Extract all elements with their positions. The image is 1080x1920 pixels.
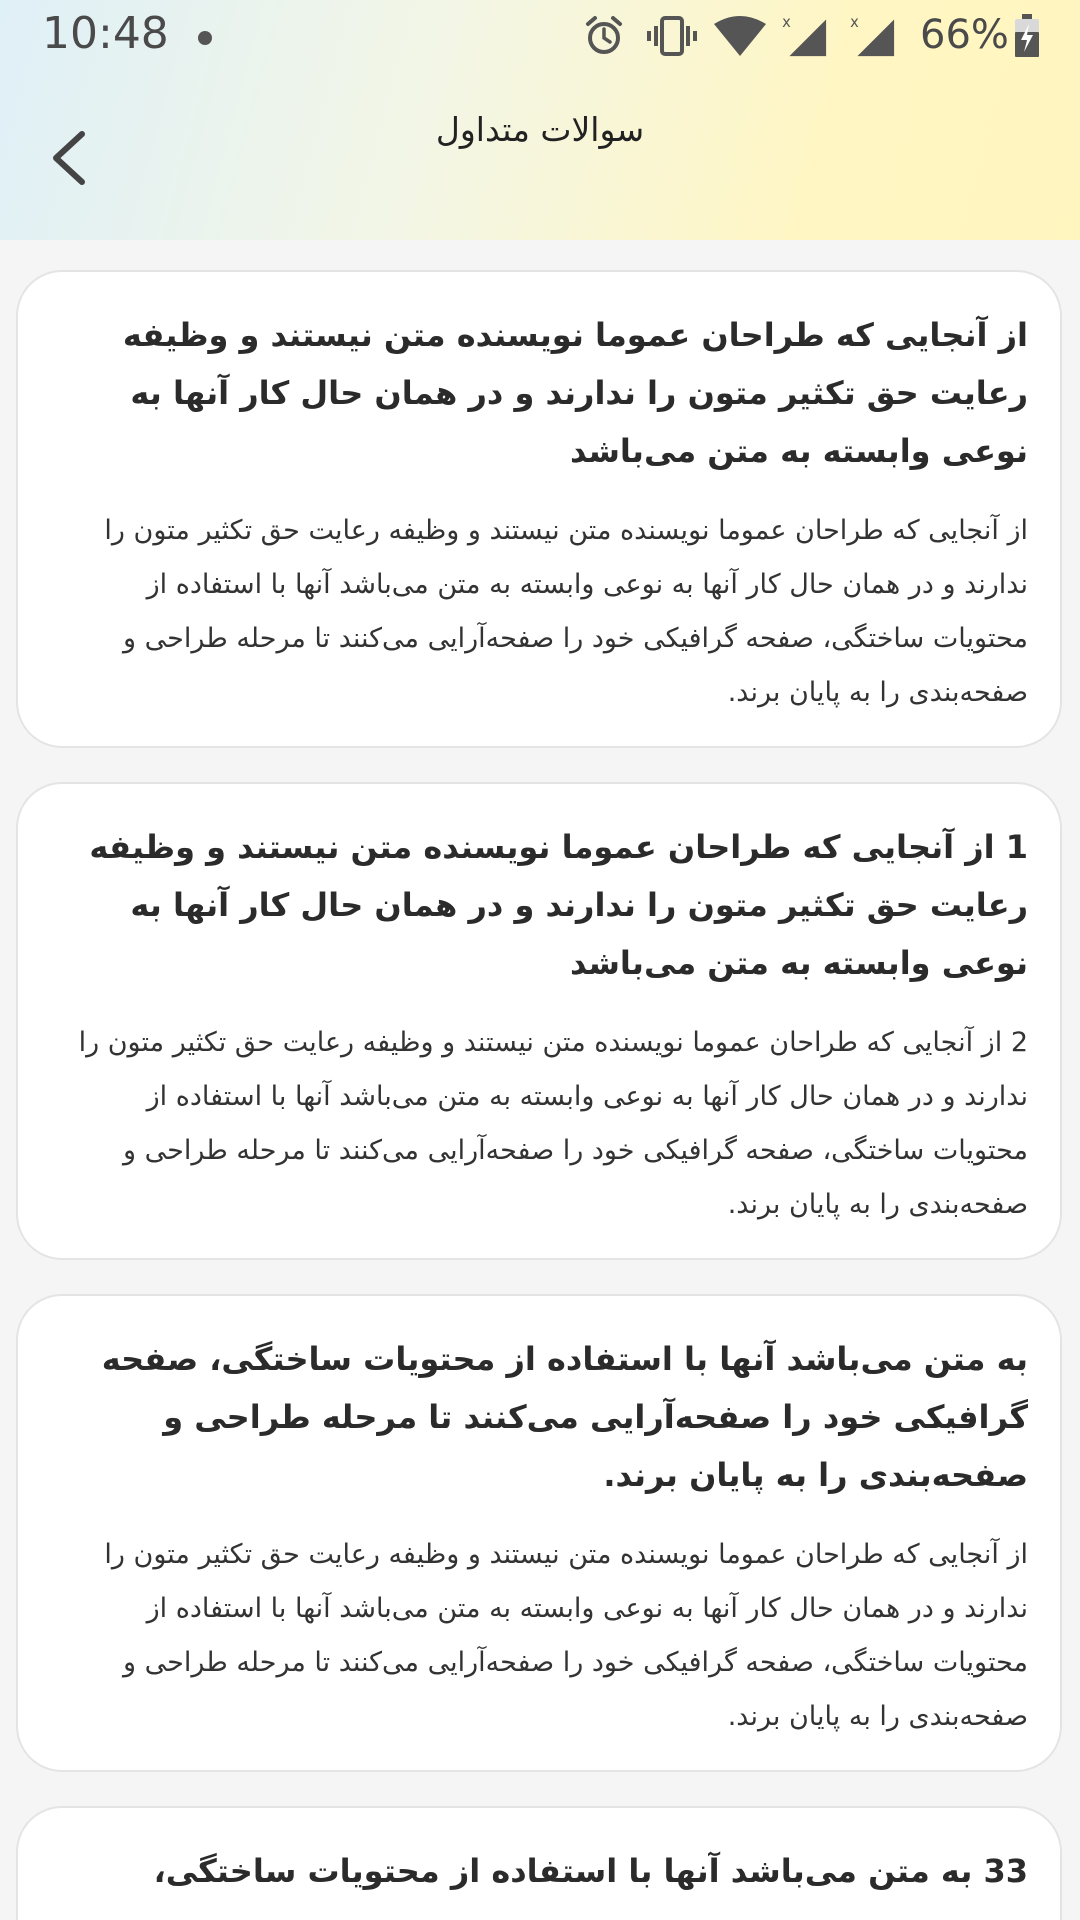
wifi-icon [712, 14, 768, 58]
battery-percentage: 66% [920, 12, 1009, 58]
status-time: 10:48 [42, 8, 169, 59]
page-title: سوالات متداول [435, 110, 645, 149]
faq-question: به متن می‌باشد آنها با استفاده از محتویات ساختگی، صفحه گرافیکی خود را صفحه‌آرایی می‌کنند تا مرحله طراحی و صفحه‌بندی را به پایان برند. [101, 1340, 1028, 1494]
faq-card[interactable] [16, 782, 1062, 1260]
faq-answer: از آنجایی که طراحان عموما نویسنده متن نیستند و وظیفه رعایت حق تکثیر متون را ندارند و در همان حال کار آنها به نوعی وابسته به متن می‌باشد آنها با استفاده از محتویات ساختگی، صفحه گرافیکی خود را صفحه‌آرایی می‌کنند تا مرحله طراحی و صفحه‌بندی را به پایان برند. [104, 515, 1028, 708]
status-bar [0, 0, 1080, 72]
battery-charging-icon [1012, 14, 1042, 58]
faq-card[interactable] [16, 1806, 1062, 1920]
signal-icon [848, 14, 898, 58]
faq-question: 1 از آنجایی که طراحان عموما نویسنده متن نیستند و وظیفه رعایت حق تکثیر متون را ندارند و در همان حال کار آنها به نوعی وابسته به متن می‌باشد [89, 828, 1028, 982]
app-header [0, 0, 1080, 240]
dot-icon [198, 31, 212, 45]
alarm-icon [582, 14, 626, 58]
svg-text:x: x [850, 14, 859, 31]
faq-question: از آنجایی که طراحان عموما نویسنده متن نیستند و وظیفه رعایت حق تکثیر متون را ندارند و در همان حال کار آنها به نوعی وابسته به متن می‌باشد [122, 316, 1028, 470]
vibrate-icon [646, 14, 698, 58]
faq-answer: 2 از آنجایی که طراحان عموما نویسنده متن نیستند و وظیفه رعایت حق تکثیر متون را ندارند و در همان حال کار آنها به نوعی وابسته به متن می‌باشد آنها با استفاده از محتویات ساختگی، صفحه گرافیکی خود را صفحه‌آرایی می‌کنند تا مرحله طراحی و صفحه‌بندی را به پایان برند. [78, 1027, 1028, 1220]
faq-card[interactable] [16, 1294, 1062, 1772]
faq-list[interactable] [0, 240, 1080, 1920]
faq-answer: از آنجایی که طراحان عموما نویسنده متن نیستند و وظیفه رعایت حق تکثیر متون را ندارند و در همان حال کار آنها به نوعی وابسته به متن می‌باشد آنها با استفاده از محتویات ساختگی، صفحه گرافیکی خود را صفحه‌آرایی می‌کنند تا مرحله طراحی و صفحه‌بندی را به پایان برند. [104, 1539, 1028, 1732]
svg-text:x: x [782, 14, 791, 31]
faq-question: 33 به متن می‌باشد آنها با استفاده از محتویات ساختگی، [153, 1852, 1028, 1890]
signal-icon [780, 14, 830, 58]
faq-card[interactable] [16, 270, 1062, 748]
